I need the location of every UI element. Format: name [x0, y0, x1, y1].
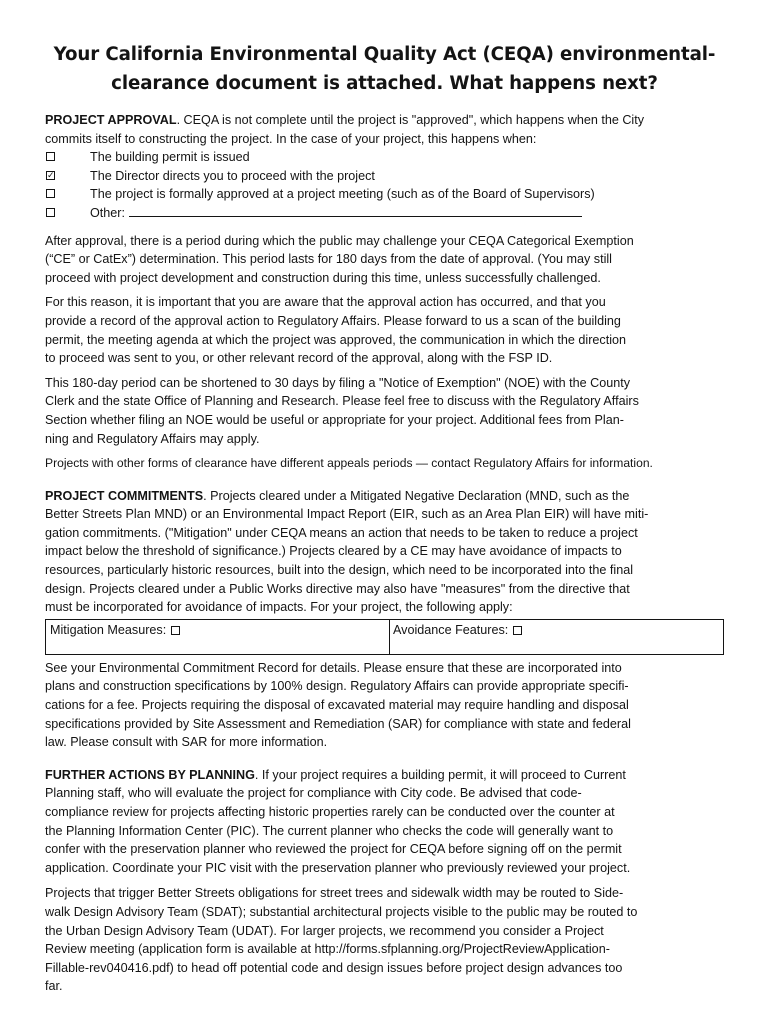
avoidance-features-cell [389, 620, 723, 654]
paragraph-line: gation commitments. ("Mitigation" under CEQA means an action that needs to be taken to reduce a project [45, 525, 638, 540]
project-approval-section [45, 111, 724, 148]
other-blank-field[interactable] [129, 204, 582, 217]
other-clearance-note [45, 454, 724, 473]
paragraph-line: commits itself to constructing the project. In the case of your project, this happens when: [45, 131, 537, 146]
paragraph-line: For this reason, it is important that you are aware that the approval action has occurred, and that you [45, 295, 606, 310]
paragraph-line: must be incorporated for avoidance of impacts. For your project, the following apply: [45, 600, 513, 615]
checkbox[interactable] [46, 189, 55, 198]
paragraph-text: . If your project requires a building permit, it will proceed to Current [254, 767, 626, 782]
approval-option [45, 167, 724, 186]
paragraph-line: walk Design Advisory Team (SDAT); substantial architectural projects visible to the public may be routed to [45, 904, 638, 919]
option-label: The building permit is issued [90, 150, 250, 165]
avoidance-checkbox[interactable] [513, 626, 522, 635]
paragraph-line: Clerk and the state Office of Planning and Research. Please feel free to discuss with the Regulatory Affairs [45, 394, 639, 409]
paragraph-line: confer with the preservation planner who reviewed the project for CEQA before signing off on the permit [45, 842, 622, 857]
paragraph-line: plans and construction specifications by 100% design. Regulatory Affairs can provide appropriate specifi- [45, 679, 629, 694]
paragraph-line: See your Environmental Commitment Record for details. Please ensure that these are incorporated into [45, 660, 622, 675]
further-actions-section [45, 766, 724, 878]
approval-option [45, 148, 724, 167]
paragraph-line: Projects that trigger Better Streets obligations for street trees and sidewalk width may be routed to Side- [45, 886, 624, 901]
paragraph-line: Fillable-rev040416.pdf) to head off potential code and design issues before project design advances too [45, 960, 623, 975]
option-label: Other: [90, 205, 125, 220]
paragraph-line: Review meeting (application form is available at http://forms.sfplanning.org/ProjectReviewApplication- [45, 942, 610, 957]
paragraph-line: the Planning Information Center (PIC). The current planner who checks the code will generally want to [45, 823, 614, 838]
paragraph-line: resources, particularly historic resources, built into the design, which need to be incorporated into the final [45, 563, 634, 578]
paragraph-line: This 180-day period can be shortened to 30 days by filing a "Notice of Exemption" (NOE) with the County [45, 375, 631, 390]
paragraph-line: law. Please consult with SAR for more information. [45, 735, 328, 750]
paragraph-line: Section whether filing an NOE would be useful or appropriate for your project. Additional fees from Plan- [45, 412, 624, 427]
paragraph-line: Better Streets Plan MND) or an Environmental Impact Report (EIR, such as an Area Plan EIR) will have miti- [45, 507, 649, 522]
document-title [45, 40, 724, 98]
paragraph-line: permit, the meeting agenda at which the project was approved, the communication in which the direction [45, 332, 627, 347]
project-commitments-section [45, 487, 724, 617]
checkbox[interactable] [46, 208, 55, 217]
paragraph-line: far. [45, 979, 63, 994]
reason-paragraph [45, 293, 724, 367]
paragraph-line: After approval, there is a period during which the public may challenge your CEQA Categorical Exemption [45, 233, 634, 248]
section-heading: FURTHER ACTIONS BY PLANNING [45, 767, 255, 782]
approval-option [45, 204, 724, 223]
paragraph-line: design. Projects cleared under a Public Works directive may also have "measures" from the directive that [45, 581, 630, 596]
paragraph-line: compliance review for projects affecting historic properties rarely can be conducted over the counter at [45, 805, 615, 819]
avoidance-label: Avoidance Features: [393, 622, 509, 637]
paragraph-line: to proceed was sent to you, or other relevant record of the approval, along with the FSP ID. [45, 351, 553, 366]
mitigation-checkbox[interactable] [171, 626, 180, 635]
approval-options [45, 148, 724, 222]
checkbox[interactable] [46, 152, 55, 161]
after-approval-paragraph [45, 232, 724, 288]
paragraph-line: specifications provided by Site Assessment and Remediation (SAR) for compliance with state and federal [45, 716, 631, 731]
option-label: The project is formally approved at a project meeting (such as of the Board of Supervisors) [90, 187, 595, 202]
paragraph-line: provide a record of the approval action to Regulatory Affairs. Please forward to us a scan of the building [45, 313, 621, 328]
mitigation-label: Mitigation Measures: [50, 622, 167, 637]
paragraph-text: . CEQA is not complete until the project is "approved", which happens when the City [176, 113, 645, 127]
ecr-paragraph [45, 659, 724, 752]
approval-option [45, 185, 724, 204]
paragraph-line: impact below the threshold of significance.) Projects cleared by a CE may have avoidance of impacts to [45, 544, 622, 559]
paragraph-line: application. Coordinate your PIC visit with the preservation planner who previously reviewed your project. [45, 860, 631, 875]
noe-paragraph [45, 374, 724, 448]
option-label: The Director directs you to proceed with the project [90, 168, 375, 183]
paragraph-line: Planning staff, who will evaluate the project for compliance with City code. Be advised that code- [45, 786, 582, 801]
paragraph-line: proceed with project development and construction during this time, unless successfully challenged. [45, 270, 601, 285]
mitigation-measures-cell [46, 620, 389, 654]
paragraph-line: the Urban Design Advisory Team (UDAT). For larger projects, we recommend you consider a Project [45, 923, 604, 938]
paragraph-text: . Projects cleared under a Mitigated Negative Declaration (MND, such as the [203, 488, 630, 503]
title-line: clearance document is attached. What happens next? [111, 73, 658, 94]
section-heading: PROJECT APPROVAL [45, 113, 177, 127]
better-streets-paragraph [45, 884, 724, 996]
paragraph-line: cations for a fee. Projects requiring the disposal of excavated material may require handling and disposal [45, 698, 629, 713]
title-line: Your California Environmental Quality Act (CEQA) environmental- [53, 44, 716, 65]
paragraph-line: ning and Regulatory Affairs may apply. [45, 431, 260, 446]
section-heading: PROJECT COMMITMENTS [45, 488, 204, 503]
commitments-table [45, 619, 724, 655]
paragraph-line: (“CE” or CatEx”) determination. This period lasts for 180 days from the date of approval. (You may still [45, 252, 612, 267]
paragraph-line: Projects with other forms of clearance have different appeals periods — contact Regulatory Affairs for information. [45, 456, 653, 471]
checkbox-checked[interactable]: ✓ [47, 169, 55, 180]
